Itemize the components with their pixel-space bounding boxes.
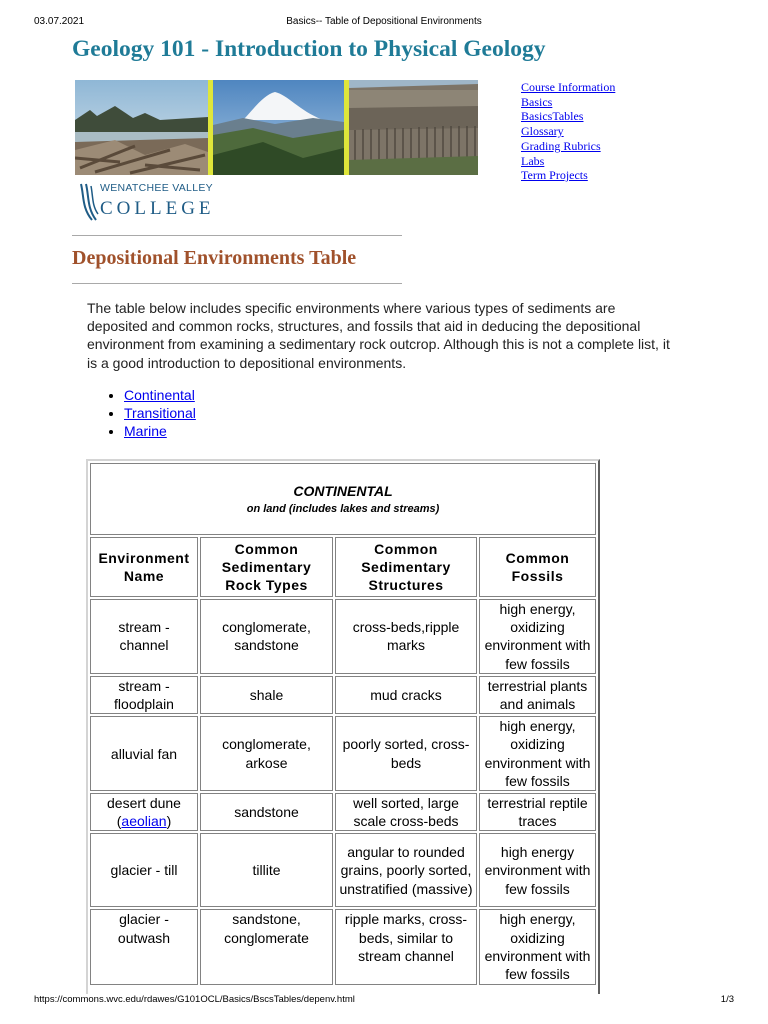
nav-link-glossary[interactable]: Glossary <box>521 124 564 139</box>
cell-rock-types: sandstone <box>200 793 333 831</box>
environment-name-suffix: ) <box>166 813 172 830</box>
cell-structures: angular to rounded grains, poorly sorted, unstratified (massive) <box>335 833 477 907</box>
cell-fossils: high energy, oxidizing environment with few fossils <box>479 599 596 674</box>
environment-links <box>106 386 196 441</box>
college-logo-mark <box>78 182 100 222</box>
column-header-environment-name: Environment Name <box>90 537 198 597</box>
mountain-photo <box>213 80 344 175</box>
intro-paragraph: The table below includes specific environments where various types of sediments are deposited and common rocks, structures, and fossils that aid in deducing the depositional environment from examining a sedimentary rock outcrop. Although this is not a complete list, it is a good introduction to depositional environments. <box>87 300 670 371</box>
cell-environment-name: stream - floodplain <box>90 676 198 714</box>
print-footer <box>34 994 734 1008</box>
link-transitional[interactable]: Transitional <box>124 405 196 422</box>
section-heading: Depositional Environments Table <box>72 247 357 269</box>
column-header-rock-types: Common Sedimentary Rock Types <box>200 537 333 597</box>
cell-structures: poorly sorted, cross-beds <box>335 716 477 791</box>
cell-rock-types: conglomerate, arkose <box>200 716 333 791</box>
table-row <box>90 599 596 674</box>
cell-rock-types: conglomerate, sandstone <box>200 599 333 674</box>
list-item <box>124 404 196 422</box>
nav-link-basics-tables[interactable]: BasicsTables <box>521 109 584 124</box>
table-row <box>90 716 596 791</box>
cell-structures: ripple marks, cross-beds, similar to stream channel <box>335 909 477 985</box>
cell-environment-name: glacier - till <box>90 833 198 907</box>
logo-text-line1: WENATCHEE VALLEY <box>100 182 213 194</box>
nav-link-basics[interactable]: Basics <box>521 94 553 109</box>
page-number: 1/3 <box>720 994 734 1005</box>
nav-link-course-information[interactable]: Course Information <box>521 80 616 94</box>
table-caption-title: CONTINENTAL <box>293 483 393 499</box>
divider <box>72 283 402 284</box>
nav-link-grading-rubrics[interactable]: Grading Rubrics <box>521 138 601 153</box>
print-url: https://commons.wvc.edu/rdawes/G101OCL/Basics/BscsTables/depenv.html <box>34 994 355 1005</box>
table-header-row <box>90 537 596 597</box>
cell-environment-name: alluvial fan <box>90 716 198 791</box>
cell-fossils: high energy, oxidizing environment with few fossils <box>479 909 596 985</box>
column-header-structures: Common Sedimentary Structures <box>335 537 477 597</box>
table-caption-subtitle: on land (includes lakes and streams) <box>246 503 440 515</box>
link-aeolian[interactable]: aeolian <box>121 813 167 830</box>
cell-rock-types: sandstone, conglomerate <box>200 909 333 985</box>
nav-link-term-projects[interactable]: Term Projects <box>521 168 588 183</box>
coast-photo <box>75 80 208 175</box>
cell-fossils: high energy, oxidizing environment with few fossils <box>479 716 596 791</box>
link-marine[interactable]: Marine <box>124 423 167 440</box>
table-caption <box>90 463 596 535</box>
site-title: Geology 101 - Introduction to Physical Geology <box>72 36 546 62</box>
table-row <box>90 793 596 831</box>
cell-structures: cross-beds,ripple marks <box>335 599 477 674</box>
logo-text-line2: COLLEGE <box>100 198 215 219</box>
print-date: 03.07.2021 <box>34 16 85 27</box>
table-row <box>90 676 596 714</box>
depositional-environments-table <box>86 459 600 994</box>
nav-link-labs[interactable]: Labs <box>521 153 545 168</box>
table-row <box>90 909 596 985</box>
list-item <box>124 422 196 440</box>
column-header-fossils: Common Fossils <box>479 537 596 597</box>
cell-rock-types: shale <box>200 676 333 714</box>
environment-name-prefix: desert dune ( <box>107 795 181 830</box>
cell-fossils: terrestrial plants and animals <box>479 676 596 714</box>
college-logo <box>78 180 238 224</box>
cell-structures: well sorted, large scale cross-beds <box>335 793 477 831</box>
cell-fossils: terrestrial reptile traces <box>479 793 596 831</box>
cell-environment-name <box>90 793 198 831</box>
banner-image <box>75 80 478 175</box>
continental-table <box>88 461 598 987</box>
table-row <box>90 833 596 907</box>
link-continental[interactable]: Continental <box>124 387 195 403</box>
print-document-title: Basics-- Table of Depositional Environments <box>286 16 482 27</box>
cell-environment-name: glacier - outwash <box>90 909 198 985</box>
cell-structures: mud cracks <box>335 676 477 714</box>
cliff-photo <box>349 80 478 175</box>
divider <box>72 235 402 236</box>
print-header <box>34 16 734 30</box>
cell-fossils: high energy environment with few fossils <box>479 833 596 907</box>
cell-rock-types: tillite <box>200 833 333 907</box>
list-item <box>124 386 196 404</box>
course-nav <box>521 80 615 183</box>
cell-environment-name: stream - channel <box>90 599 198 674</box>
